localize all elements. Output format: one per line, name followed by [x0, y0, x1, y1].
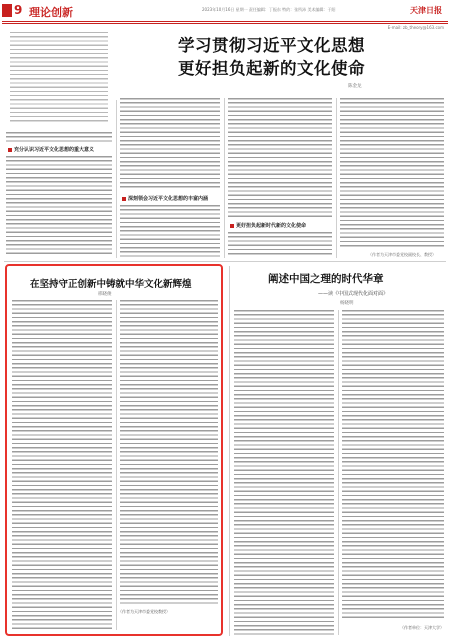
lead-intro-text: [10, 32, 108, 124]
lead-text: [228, 98, 332, 218]
lead-subhead-2: [122, 195, 208, 202]
lead-title: [178, 34, 438, 80]
lead-intro: [4, 28, 112, 126]
article-divider: [229, 266, 230, 636]
lead-subhead-2-text: 深刻领会习近平文化思想的丰富内涵: [128, 196, 209, 202]
lead-text: [340, 98, 444, 248]
section-rule: [4, 261, 446, 262]
lead-author-note: （作者为天津市委党校副校长、教授）: [368, 252, 436, 257]
column-rule: [116, 100, 117, 258]
page-header: [2, 4, 448, 20]
right-article-author: 杨晓明: [340, 301, 354, 306]
lead-subhead-3: [230, 222, 306, 229]
subhead-marker: [230, 224, 234, 228]
right-article-text: [234, 310, 334, 635]
left-article-author: 邢晓俊: [98, 292, 112, 297]
subhead-marker: [8, 148, 12, 152]
left-article-title: 在坚持守正创新中铸就中华文化新辉煌: [30, 279, 192, 290]
left-article-endnote: （作者为天津市委党校教授）: [118, 609, 170, 614]
header-rule: [2, 21, 448, 22]
lead-subhead-1-text: 充分认识习近平文化思想的重大意义: [14, 147, 95, 153]
page-number: 9: [14, 3, 23, 17]
lead-text: [6, 132, 112, 142]
column-rule: [116, 300, 117, 630]
left-article-text: [12, 300, 112, 630]
left-article-text: [120, 300, 218, 605]
header-rule-thin: [2, 23, 448, 24]
lead-title-line1: 学习贯彻习近平文化思想: [178, 36, 365, 55]
lead-text: [120, 98, 220, 190]
column-rule: [336, 98, 337, 258]
header-email: E-mail: zb_theory@163.com: [387, 25, 444, 30]
subhead-marker: [122, 197, 126, 201]
section-title: 理论创新: [29, 6, 73, 19]
header-meta: 2023年10月16日 星期一 责任编辑：丁振东 特约：张所沛 美术编辑：于阳: [202, 7, 336, 12]
right-article-subtitle: ——读《中国式现代化面对面》: [318, 291, 389, 297]
right-article-text: [342, 310, 444, 620]
column-rule: [338, 310, 339, 635]
paper-name: 天津日报: [410, 5, 442, 15]
lead-subhead-3-text: 更好担负起新时代新的文化使命: [236, 223, 307, 229]
lead-text: [228, 232, 332, 257]
lead-text: [120, 205, 220, 257]
lead-text: [6, 156, 112, 256]
column-rule: [224, 98, 225, 258]
right-article-title: 阐述中国之理的时代华章: [268, 273, 384, 285]
right-article-endnote: （作者单位：天津大学）: [400, 625, 444, 630]
lead-author: 陈金龙: [348, 84, 362, 89]
page-number-marker: [2, 4, 12, 17]
lead-title-line2: 更好担负起新的文化使命: [178, 59, 365, 78]
lead-subhead-1: [8, 146, 94, 153]
